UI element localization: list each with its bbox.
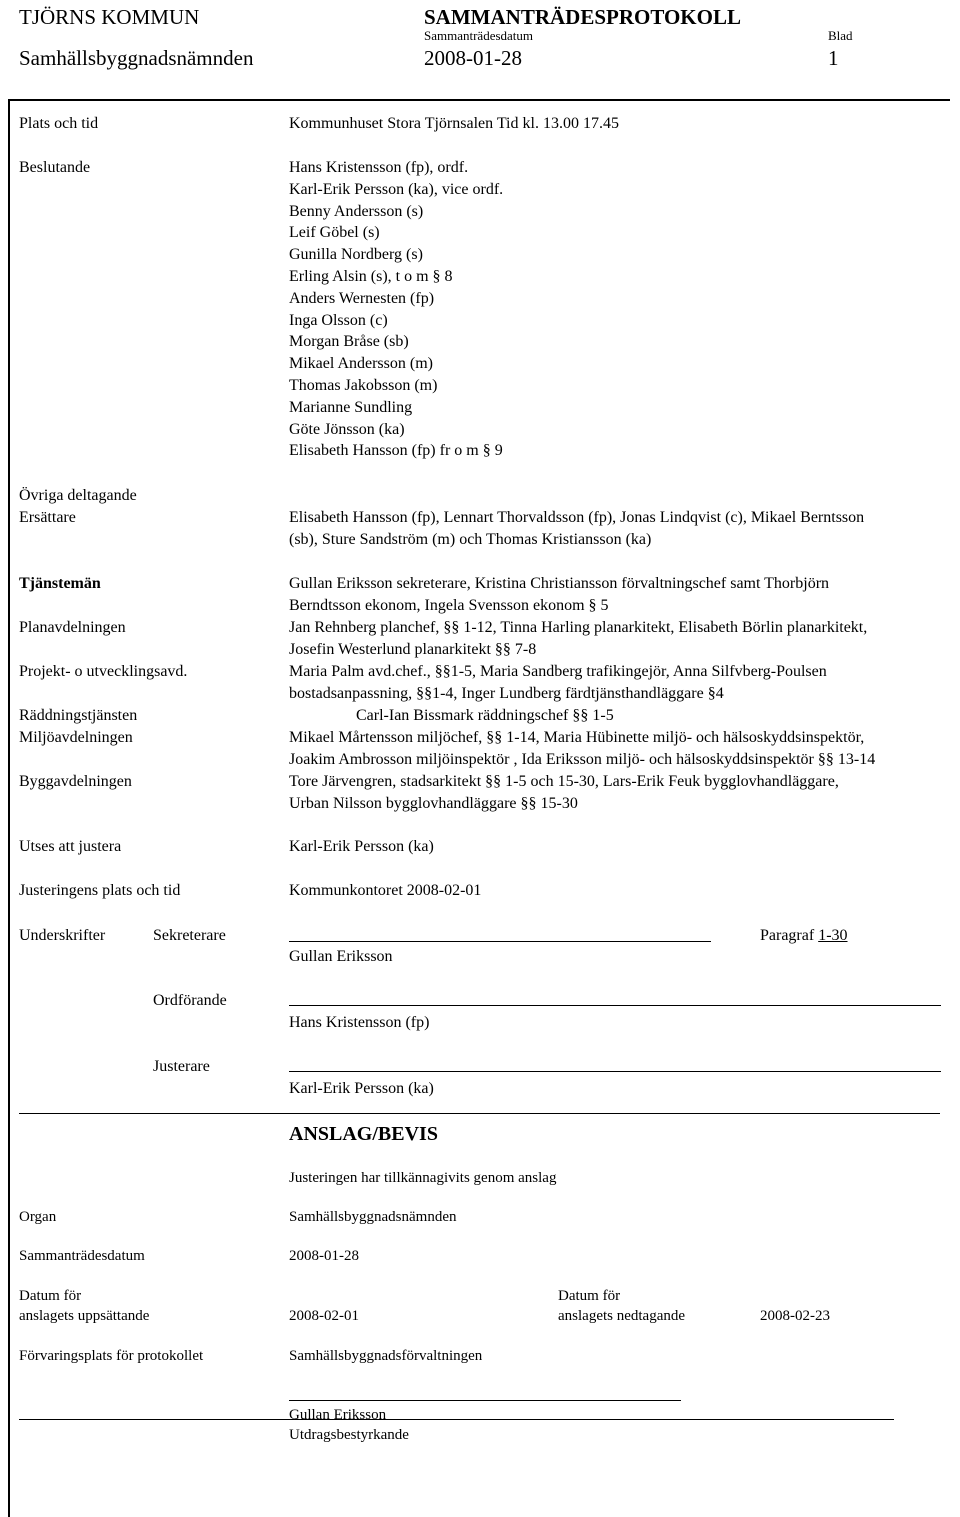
header-rule <box>8 99 950 101</box>
anslag-subtitle: Justeringen har tillkännagivits genom anslag <box>289 1170 557 1186</box>
justering-plats-label: Justeringens plats och tid <box>19 882 181 899</box>
organ-value: Samhällsbyggnadsnämnden <box>289 1209 457 1225</box>
utdrag-signer: Gullan Eriksson <box>289 1407 387 1423</box>
meeting-date: 2008-01-28 <box>424 46 522 70</box>
document-type: SAMMANTRÄDESPROTOKOLL <box>424 5 741 29</box>
bygg-label: Byggavdelningen <box>19 773 132 790</box>
municipality-name: TJÖRNS KOMMUN <box>19 5 200 29</box>
miljo-line: Joakim Ambrosson miljöinspektör , Ida Eriksson miljö- och hälsoskyddsinspektör §§ 13-14 <box>289 750 876 768</box>
nedtagande-value: 2008-02-23 <box>760 1308 830 1324</box>
member: Thomas Jakobsson (m) <box>289 376 438 394</box>
member: Göte Jönsson (ka) <box>289 420 405 438</box>
anslag-separator <box>19 1113 940 1114</box>
justerare-name: Karl-Erik Persson (ka) <box>289 1080 434 1097</box>
sekreterare-signature-line <box>289 941 711 942</box>
planavdelningen-line: Josefin Westerlund planarkitekt §§ 7-8 <box>289 640 537 658</box>
anslag-datum-value: 2008-01-28 <box>289 1248 359 1264</box>
plats-label: Plats och tid <box>19 115 99 132</box>
tjanstemen-label: Tjänstemän <box>19 575 101 592</box>
utdrag-signature-line <box>289 1400 681 1401</box>
ersattare-line: Elisabeth Hansson (fp), Lennart Thorvaldsson (fp), Jonas Lindqvist (c), Mikael Berntsson <box>289 509 865 526</box>
member: Hans Kristensson (fp), ordf. <box>289 159 469 176</box>
ersattare-list <box>289 507 864 551</box>
paragraf-value: 1-30 <box>818 927 848 944</box>
miljo-list <box>289 727 875 771</box>
beslutande-list <box>289 157 503 462</box>
page-number: 1 <box>828 46 839 70</box>
member: Karl-Erik Persson (ka), vice ordf. <box>289 180 504 198</box>
utdrag-bottom-line <box>19 1419 894 1420</box>
sekreterare-name: Gullan Eriksson <box>289 948 393 965</box>
member: Mikael Andersson (m) <box>289 355 433 373</box>
ordforande-label: Ordförande <box>153 992 227 1009</box>
ovriga-label: Övriga deltagande <box>19 487 137 504</box>
justera-label: Utses att justera <box>19 838 122 855</box>
underskrifter-label: Underskrifter <box>19 927 106 944</box>
justerare-signature-line <box>289 1071 941 1072</box>
uppsattande-value: 2008-02-01 <box>289 1308 359 1324</box>
planavdelningen-label: Planavdelningen <box>19 619 126 636</box>
justering-plats-value: Kommunkontoret 2008-02-01 <box>289 882 482 899</box>
member: Leif Göbel (s) <box>289 224 380 242</box>
forvaring-label: Förvaringsplats för protokollet <box>19 1348 204 1364</box>
justerare-label: Justerare <box>153 1058 210 1075</box>
planavdelningen-list <box>289 617 867 661</box>
ersattare-label: Ersättare <box>19 509 76 526</box>
forvaring-value: Samhällsbyggnadsförvaltningen <box>289 1348 483 1364</box>
member: Erling Alsin (s), t o m § 8 <box>289 267 453 285</box>
anslag-datum-label: Sammanträdesdatum <box>19 1248 145 1264</box>
utdrag-role: Utdragsbestyrkande <box>289 1427 409 1443</box>
uppsattande-label-2: anslagets uppsättande <box>19 1308 150 1324</box>
tjanstemen-line: Berndtsson ekonom, Ingela Svensson ekonom § 5 <box>289 596 609 614</box>
tjanstemen-list <box>289 573 829 617</box>
nedtagande-label-2: anslagets nedtagande <box>558 1308 686 1324</box>
meeting-date-label: Sammanträdesdatum <box>424 28 534 43</box>
paragraf-group <box>760 925 848 947</box>
plats-value: Kommunhuset Stora Tjörnsalen Tid kl. 13.00 17.45 <box>289 115 619 132</box>
member: Benny Andersson (s) <box>289 202 424 220</box>
projekt-list <box>289 661 827 705</box>
projekt-line: bostadsanpassning, §§1-4, Inger Lundberg färdtjänsthandläggare §4 <box>289 684 724 702</box>
miljo-label: Miljöavdelningen <box>19 729 133 746</box>
bygg-line: Tore Järvengren, stadsarkitekt §§ 1-5 och 15-30, Lars-Erik Feuk bygglovhandläggare, <box>289 773 839 790</box>
nedtagande-label-1: Datum för <box>558 1288 621 1304</box>
bygg-line: Urban Nilsson bygglovhandläggare §§ 15-30 <box>289 794 578 812</box>
member: Gunilla Nordberg (s) <box>289 246 423 264</box>
anslag-title: ANSLAG/BEVIS <box>289 1123 438 1145</box>
committee-name: Samhällsbyggnadsnämnden <box>19 46 254 70</box>
raddning-label: Räddningstjänsten <box>19 707 138 724</box>
member: Morgan Bråse (sb) <box>289 333 409 351</box>
paragraf-label: Paragraf <box>760 927 815 944</box>
organ-label: Organ <box>19 1209 57 1225</box>
member: Marianne Sundling <box>289 398 413 416</box>
raddning-value: Carl-Ian Bissmark räddningschef §§ 1-5 <box>356 707 614 724</box>
member: Anders Wernesten (fp) <box>289 289 435 307</box>
ersattare-line: (sb), Sture Sandström (m) och Thomas Kristiansson (ka) <box>289 530 652 548</box>
ordforande-signature-line <box>289 1005 941 1006</box>
miljo-line: Mikael Mårtensson miljöchef, §§ 1-14, Maria Hübinette miljö- och hälsoskyddsinspektör, <box>289 729 865 746</box>
projekt-line: Maria Palm avd.chef., §§1-5, Maria Sandberg trafikingejör, Anna Silfvberg-Poulsen <box>289 663 827 680</box>
projekt-label: Projekt- o utvecklingsavd. <box>19 663 188 680</box>
member: Inga Olsson (c) <box>289 311 388 329</box>
sekreterare-label: Sekreterare <box>153 927 226 944</box>
page-label: Blad <box>828 28 853 43</box>
bygg-list <box>289 771 839 815</box>
beslutande-label: Beslutande <box>19 159 91 176</box>
ordforande-name: Hans Kristensson (fp) <box>289 1014 430 1031</box>
member: Elisabeth Hansson (fp) fr o m § 9 <box>289 442 503 460</box>
planavdelningen-line: Jan Rehnberg planchef, §§ 1-12, Tinna Harling planarkitekt, Elisabeth Börlin planarkitekt, <box>289 619 868 636</box>
left-margin-rule <box>8 99 10 1517</box>
justera-value: Karl-Erik Persson (ka) <box>289 838 434 855</box>
tjanstemen-line: Gullan Eriksson sekreterare, Kristina Christiansson förvaltningschef samt Thorbjörn <box>289 575 830 592</box>
uppsattande-label-1: Datum för <box>19 1288 82 1304</box>
